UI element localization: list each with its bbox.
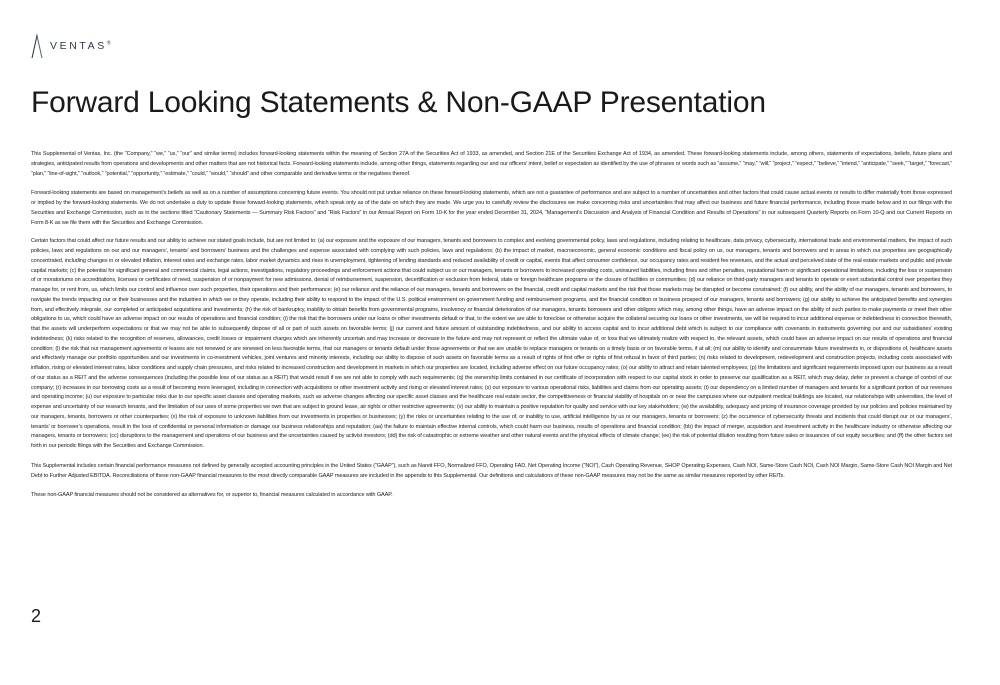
paragraph-non-gaap-measures: This Supplemental includes certain financial performance measures not defined by generally accepted accounting principles in the United States (“GAAP”), such as Nareit FFO, Normalized FFO, Operating FAD, Net Operating Income (“NOI”), Cash Operating Revenue, SHOP Operating Expenses, Cash NOI, Same-Store Cash NOI, Cash NOI Margin, Same-Store Cash NOI Margin and Net Debt to Further Adjusted EBITDA. Reconciliations of these non-GAAP financial measures to the most directly comparable GAAP measures are included in the appendix to this Supplemental. Our definitions and calculations of these non-GAAP measures may not be the same as similar measures reported by other REITs.: [31, 462, 952, 479]
logo-wordmark: [50, 41, 111, 52]
paragraph-forward-looking-assumptions: Forward-looking statements are based on management’s beliefs as well as on a number of assumptions concerning future events. You should not put undue reliance on these forward-looking statements, which are not a guarantee of performance and are subject to a number of uncertainties and other factors that could cause actual events or results to differ materially from those expressed or implied by the forward-looking statements. We do not undertake a duty to update these forward-looking statements, which speak only as of the date on which they are made. We urge you to carefully review the disclosures we make concerning risks and uncertainties that may affect our business and future financial performance, including those made below and in our filings with the Securities and Exchange Commission, such as in the sections titled “Cautionary Statements — Summary Risk Factors” and “Risk Factors” in our Annual Report on Form 10-K for the year ended December 31, 2024, “Management’s Discussion and Analysis of Financial Condition and Results of Operations” in our subsequent Quarterly Reports on Form 10-Q and our Current Reports on Form 8-K as we file them with the Securities and Exchange Commission.: [31, 190, 952, 226]
ventas-logo: [31, 33, 111, 59]
logo-trademark: ®: [106, 40, 111, 47]
logo-text: VENTAS: [50, 39, 107, 52]
paragraph-risk-factors: Certain factors that could affect our future results and our ability to achieve our stated goals include, but are not limited to: (a) our exposure and the exposure of our managers, tenants and borrowers to complex and evolving governmental policy, laws and regulations, including relating to healthcare, data privacy, cybersecurity, international trade and environmental matters, the impact of such policies, laws and regulations on our and our managers’, tenants’ and borrowers’ business and the challenges and expense associated with complying with such policies, laws and regulations; (b) the impact of market, macroeconomic, general economic conditions and fiscal policy on us, our managers, tenants and borrowers and in areas in which our properties are geographically concentrated, including changes in or elevated inflation, interest rates and exchange rates, labor market dynamics and rises in unemployment, tightening of lending standards and reduced availability of credit or capital, events that affect consumer confidence, our occupancy rates and resident fee revenues, and the actual and perceived state of the real estate markets and public and private capital markets; (c) the potential for significant general and commercial claims, legal actions, investigations, regulatory proceedings and enforcement actions that could subject us or our managers, tenants or borrowers to increased operating costs, uninsured liabilities, including fines and other penalties, reputational harm or significant operational limitations, including the loss or suspension of or moratoriums on accreditations, licenses or certificates of need, suspension of or nonpayment for new admissions, denial of reimbursement, suspension, decertification or exclusion from federal, state or foreign healthcare programs or the closure of facilities or communities; (d) our reliance on third-party managers and tenants to operate or exert substantial control over properties they manage for, or rent from, us, which limits our control and influence over such properties, their operations and their performance; (e) our reliance and the reliance of our managers, tenants and borrowers on the financial, credit and capital markets and the risk that those markets may be disrupted or become constrained; (f) our ability, and the ability of our managers, tenants and borrowers, to navigate the trends impacting our or their businesses and the industries in which we or they operate, including their ability to respond to the impact of the U.S. political environment on government funding and reimbursement programs, and the financial condition or business prospect of our managers, tenants and borrowers; (g) our ability to achieve the anticipated benefits and synergies from, and effectively integrate, our completed or anticipated acquisitions and investments; (h) the risk of bankruptcy, inability to obtain benefits from governmental programs, insolvency or financial deterioration of our managers, tenants borrowers and other obligors which may, among other things, have an adverse impact on the ability of such parties to make payments or meet their other obligations to us, which could have an adverse impact on our results of operations and financial condition; (i) the risk that the borrowers under our loans or other investments default or that, to the extent we are able to foreclose or otherwise acquire the collateral securing our loans or other investments, we will be required to incur additional expense or indebtedness in connection therewith, that the assets will underperform expectations or that we may not be able to subsequently dispose of all or part of such assets on favorable terms; (j) our current and future amount of outstanding indebtedness, and our ability to access capital and to incur additional debt which is subject to our compliance with covenants in instruments governing our and our subsidiaries’ existing indebtedness; (k) risks related to the recognition of reserves, allowances, credit losses or impairment charges which are inherently uncertain and may increase or decrease in the future and may not represent or reflect the ultimate value of, or loss that we ultimately realize with respect to, the relevant assets, which could have an adverse impact on our results of operations and financial condition; (l) the risk that our management agreements or leases are not renewed or are renewed on less favorable terms, that our managers or tenants default under those agreements or that we are unable to replace managers or tenants on a timely basis or on favorable terms, if at all; (m) our ability to identify and consummate future investments in, or dispositions of, healthcare assets and effectively manage our portfolio opportunities and our investments in co-investment vehicles, joint ventures and minority interests, including our ability to dispose of such assets on favorable terms as a result of rights of first offer or rights of first refusal in favor of third parties; (n) risks related to development, redevelopment and construction projects, including costs associated with inflation, rising or elevated interest rates, labor conditions and supply chain pressures, and risks related to increased construction and development in markets in which our properties are located, including adverse effect on our future occupancy rates; (o) our ability to attract and retain talented employees; (p) the limitations and significant requirements imposed upon our business as a result of our status as a REIT and the adverse consequences (including the possible loss of our status as a REIT) that would result if we are not able to comply with such requirements; (q) the ownership limits contained in our certificate of incorporation with respect to our capital stock in order to preserve our qualification as a REIT, which may delay, defer or prevent a change of control of our company; (r) increases in our borrowing costs as a result of becoming more leveraged, including in connection with acquisitions or other investment activity and rising or elevated interest rates; (s) our exposure to various operational risks, liabilities and claims from our operating assets; (t) our dependency on a limited number of managers and tenants for a significant portion of our revenues and operating income; (u) our exposure to particular risks due to our specific asset classes and operating markets, such as adverse changes affecting our specific asset classes and the healthcare real estate sector, the competitiveness or financial viability of hospitals on or near the campuses where our outpatient medical buildings are located, our relationships with universities, the level of expense and uncertainty of our research tenants, and the limitation of our uses of some properties we own that are subject to ground lease, air rights or other restrictive agreements; (v) our ability to maintain a positive reputation for quality and service with our key stakeholders; (w) the availability, adequacy and pricing of insurance coverage provided by our policies and policies maintained by our managers, tenants, borrowers or other counterparties; (x) the risk of exposure to unknown liabilities from our investments in properties or businesses; (y) the risks or uncertainties relating to the use of, or inability to use, artificial intelligence by us or our managers, tenants or borrowers; (z) the occurrence of cybersecurity threats and incidents that could disrupt our or our managers’, tenants’ or borrower’s operations, result in the loss of confidential or personal information or damage our business relationships and reputation; (aa) the failure to maintain effective internal controls, which could harm our business, results of operations and financial condition; (bb) the impact of merger, acquisition and investment activity in the healthcare industry or otherwise affecting our managers, tenants or borrowers; (cc) disruptions to the management and operations of our business and the uncertainties caused by activist investors; (dd) the risk of catastrophic or extreme weather and other natural events and the physical effects of climate change; (ee) the risk of potential dilution resulting from future sales or issuances of our equity securities; and (ff) the other factors set forth in our periodic filings with the Securities and Exchange Commission.: [31, 238, 952, 449]
page-title: Forward Looking Statements & Non-GAAP Presentation: [31, 86, 766, 119]
ventas-logo-icon: [31, 33, 43, 59]
disclaimer-body: [31, 150, 952, 511]
page-number: 2: [31, 606, 42, 626]
paragraph-non-gaap-caution: These non-GAAP financial measures should not be considered as alternatives for, or superior to, financial measures calculated in accordance with GAAP.: [31, 492, 393, 499]
paragraph-forward-looking-intro: This Supplemental of Ventas, Inc. (the “Company,” “we,” “us,” “our” and similar terms) includes forward-looking statements within the meaning of Section 27A of the Securities Act of 1933, as amended, and Section 21E of the Securities Exchange Act of 1934, as amended. These forward-looking statements include, among others, statements of expectations, beliefs, future plans and strategies, anticipated results from operations and developments and other matters that are not historical facts. Forward-looking statements include, among other things, statements regarding our and our officers’ intent, belief or expectation as identified by the use of phrases or words such as “assume,” “may,” “will,” “project,” “expect,” “believe,” “intend,” “anticipate,” “seek,” “target,” “forecast,” “plan,” “line-of-sight,” “outlook,” “potential,” “opportunity,” “estimate,” “could,” “would,” “should” and other comparable and derivative terms or the negatives thereof.: [31, 151, 952, 177]
